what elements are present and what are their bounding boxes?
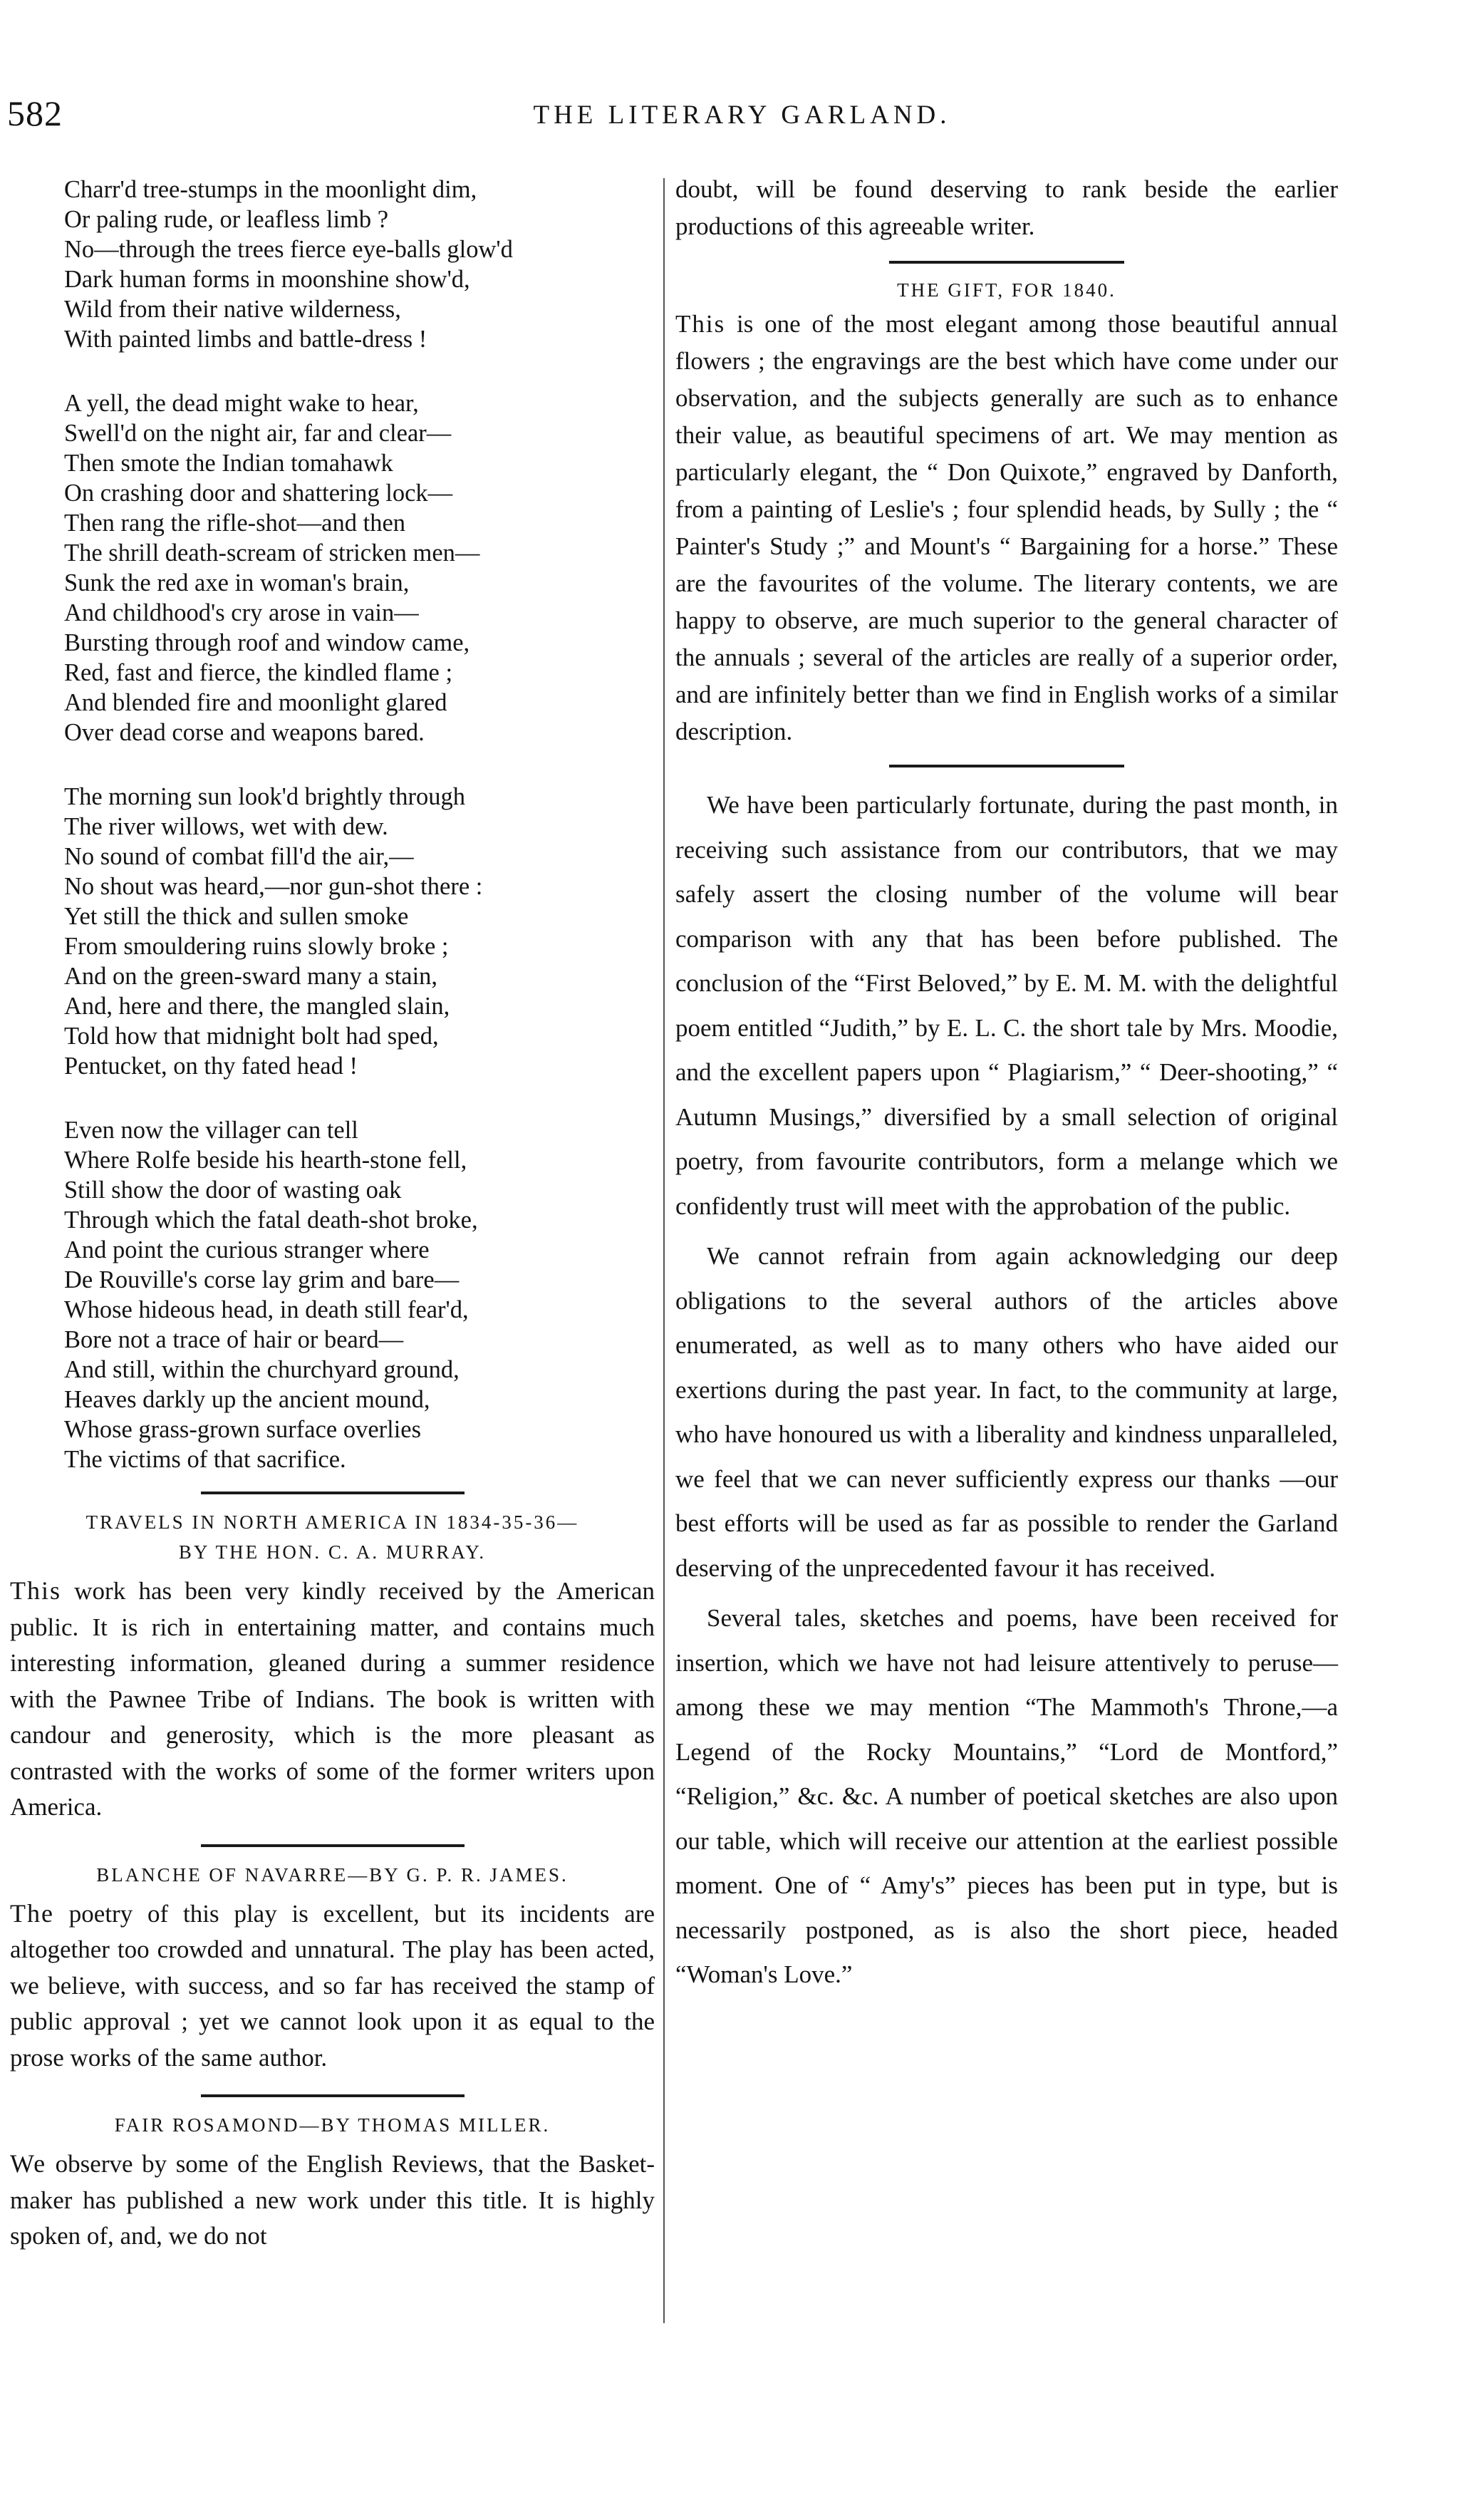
page-number: 582 bbox=[7, 93, 63, 133]
verse-line: Sunk the red axe in woman's brain, bbox=[64, 569, 410, 596]
verse-line: Still show the door of wasting oak bbox=[64, 1177, 402, 1204]
section-rule bbox=[889, 261, 1124, 264]
review-text: work has been very kindly received by the American public. It is rich in entertaining matter, and contains much interesting information, gleaned during a summer residence with the Pawnee Tribe of Indians. The book is written with candour and generosity, which is the more pleasant as contrasted with the works of some of the former writers upon America. bbox=[10, 1577, 655, 1821]
verse-line: The shrill death-scream of stricken men— bbox=[64, 539, 480, 567]
verse-line: And still, within the churchyard ground, bbox=[64, 1356, 460, 1383]
left-column bbox=[10, 175, 655, 2273]
verse-line: And blended fire and moonlight glared bbox=[64, 689, 447, 716]
verse-line: Bursting through roof and window came, bbox=[64, 629, 470, 656]
verse-line: De Rouville's corse lay grim and bare— bbox=[64, 1266, 460, 1293]
verse-line: Heaves darkly up the ancient mound, bbox=[64, 1386, 430, 1413]
review-title: THE GIFT, FOR 1840. bbox=[897, 279, 1116, 301]
review-title-line: FAIR ROSAMOND—BY THOMAS MILLER. bbox=[114, 2114, 551, 2136]
verse-line: Wild from their native wilderness, bbox=[64, 296, 401, 323]
editorial-paragraph: Several tales, sketches and poems, have been received for insertion, which we have not had leisure attentively to peruse—among these we may mention “The Mammoth's Throne,—a Legend of the Rocky Mountains,” “Lord de Montford,” “Religion,” &c. &c. A number of poetical sketches are also upon our table, which will receive our attention at the earliest possible moment. One of “ Amy's” pieces has been put in type, but is necessarily postponed, as is also the short piece, headed “Woman's Love.” bbox=[675, 1604, 1338, 1988]
verse-line: No—through the trees fierce eye-balls glow'd bbox=[64, 236, 513, 263]
review-lead-word: We bbox=[10, 2149, 47, 2178]
verse-line: And, here and there, the mangled slain, bbox=[64, 993, 450, 1020]
review-text: is one of the most elegant among those beautiful annual flowers ; the engravings are the best which have come under our observation, and the subjects generally are such as to enhance their value, as beautiful specimens of art. We may mention as particularly elegant, the “ Don Quixote,” engraved by Danforth, from a painting of Leslie's ; four splendid heads, by Sully ; the “ Painter's Study ;” and Mount's “ Bargaining for a horse.” These are the favourites of the volume. The literary contents, we are happy to observe, are much superior to the general character of the annuals ; several of the articles are really of a superior order, and are infinitely better than we find in English works of a similar description. bbox=[675, 310, 1338, 745]
review-lead-word: This bbox=[675, 310, 726, 338]
review-title-line: BLANCHE OF NAVARRE—BY G. P. R. JAMES. bbox=[96, 1863, 569, 1886]
review-title bbox=[10, 1860, 655, 1890]
poem-stanza bbox=[64, 175, 655, 354]
verse-line: Red, fast and fierce, the kindled flame ; bbox=[64, 659, 453, 686]
verse-line: Swell'd on the night air, far and clear— bbox=[64, 420, 452, 447]
editorial-paragraph: We cannot refrain from again acknowledging our deep obligations to the several authors of the articles above enumerated, as well as to many others who have aided our exertions during the past year. In fact, to the community at large, who have honoured us with a liberality and kindness unparalleled, we feel that we can never sufficiently express our thanks —our best efforts will be used as far as possible to render the Garland deserving of the unprecedented favour it has received. bbox=[675, 1242, 1338, 1582]
section-rule bbox=[201, 1492, 465, 1494]
column-divider bbox=[663, 178, 665, 2323]
review-body bbox=[675, 306, 1338, 750]
verse-line: Over dead corse and weapons bared. bbox=[64, 719, 425, 746]
editorial-paragraph: We have been particularly fortunate, during the past month, in receiving such assistance from our contributors, that we may safely assert the closing number of the volume will bear comparison with any that has been before published. The conclusion of the “First Beloved,” by E. M. M. with the delightful poem entitled “Judith,” by E. L. C. the short tale by Mrs. Moodie, and the excellent papers upon “ Plagiarism,” “ Deer-shooting,” “ Autumn Musings,” diversified by a small selection of original poetry, from favourite contributors, form a melange which we confidently trust will meet with the approbation of the public. bbox=[675, 791, 1338, 1220]
verse-line: And on the green-sward many a stain, bbox=[64, 963, 438, 990]
verse-line: A yell, the dead might wake to hear, bbox=[64, 390, 419, 417]
running-head: THE LITERARY GARLAND. bbox=[533, 100, 951, 130]
verse-line: Or paling rude, or leafless limb ? bbox=[64, 206, 389, 233]
verse-line: No sound of combat fill'd the air,— bbox=[64, 843, 414, 870]
verse-line: Through which the fatal death-shot broke, bbox=[64, 1206, 478, 1234]
review-lead-word: The bbox=[10, 1898, 54, 1928]
verse-line: With painted limbs and battle-dress ! bbox=[64, 326, 427, 353]
verse-line: No shout was heard,—nor gun-shot there : bbox=[64, 873, 483, 900]
poem-stanza bbox=[64, 1115, 655, 1474]
verse-line: Then rang the rifle-shot—and then bbox=[64, 510, 406, 537]
review-body bbox=[10, 2146, 655, 2255]
poem bbox=[64, 175, 655, 1474]
verse-line: From smouldering ruins slowly broke ; bbox=[64, 933, 449, 960]
verse-line: Pentucket, on thy fated head ! bbox=[64, 1053, 358, 1080]
review-title bbox=[10, 1507, 655, 1567]
verse-line: And point the curious stranger where bbox=[64, 1236, 430, 1263]
section-rule bbox=[201, 2094, 465, 2097]
review-title-line: TRAVELS IN NORTH AMERICA IN 1834-35-36— bbox=[85, 1511, 579, 1533]
verse-line: Where Rolfe beside his hearth-stone fell, bbox=[64, 1147, 467, 1174]
verse-line: And childhood's cry arose in vain— bbox=[64, 599, 419, 626]
review-body bbox=[10, 1896, 655, 2077]
verse-line: The victims of that sacrifice. bbox=[64, 1446, 346, 1473]
poem-stanza bbox=[64, 782, 655, 1081]
review-text: poetry of this play is excellent, but its incidents are altogether too crowded and unnatural. The play has been acted, we believe, with success, and so far has received the stamp of public approval ; yet we cannot look upon it as equal to the prose works of the same author. bbox=[10, 1899, 655, 2072]
verse-line: Told how that midnight bolt had sped, bbox=[64, 1023, 439, 1050]
verse-line: Dark human forms in moonshine show'd, bbox=[64, 266, 470, 293]
review-body bbox=[10, 1573, 655, 1826]
verse-line: Charr'd tree-stumps in the moonlight dim, bbox=[64, 176, 477, 203]
verse-line: On crashing door and shattering lock— bbox=[64, 480, 453, 507]
verse-line: Bore not a trace of hair or beard— bbox=[64, 1326, 404, 1353]
review-continuation: doubt, will be found deserving to rank beside the earlier productions of this agreeable writer. bbox=[675, 175, 1338, 240]
verse-line: Then smote the Indian tomahawk bbox=[64, 450, 393, 477]
verse-line: Yet still the thick and sullen smoke bbox=[64, 903, 409, 930]
right-column bbox=[675, 171, 1338, 2003]
verse-line: Whose grass-grown surface overlies bbox=[64, 1416, 422, 1443]
review-title bbox=[10, 2110, 655, 2140]
verse-line: Whose hideous head, in death still fear'd, bbox=[64, 1296, 469, 1323]
verse-line: The morning sun look'd brightly through bbox=[64, 783, 465, 810]
review-title-line: BY THE HON. C. A. MURRAY. bbox=[178, 1541, 487, 1563]
verse-line: Even now the villager can tell bbox=[64, 1117, 358, 1144]
verse-line: The river willows, wet with dew. bbox=[64, 813, 388, 840]
poem-stanza bbox=[64, 388, 655, 748]
review-text: observe by some of the English Reviews, that the Basket-maker has published a new work under this title. It is highly spoken of, and, we do not bbox=[10, 2150, 655, 2250]
section-rule bbox=[889, 765, 1124, 767]
section-rule bbox=[201, 1844, 465, 1847]
review-lead-word: This bbox=[10, 1576, 62, 1605]
